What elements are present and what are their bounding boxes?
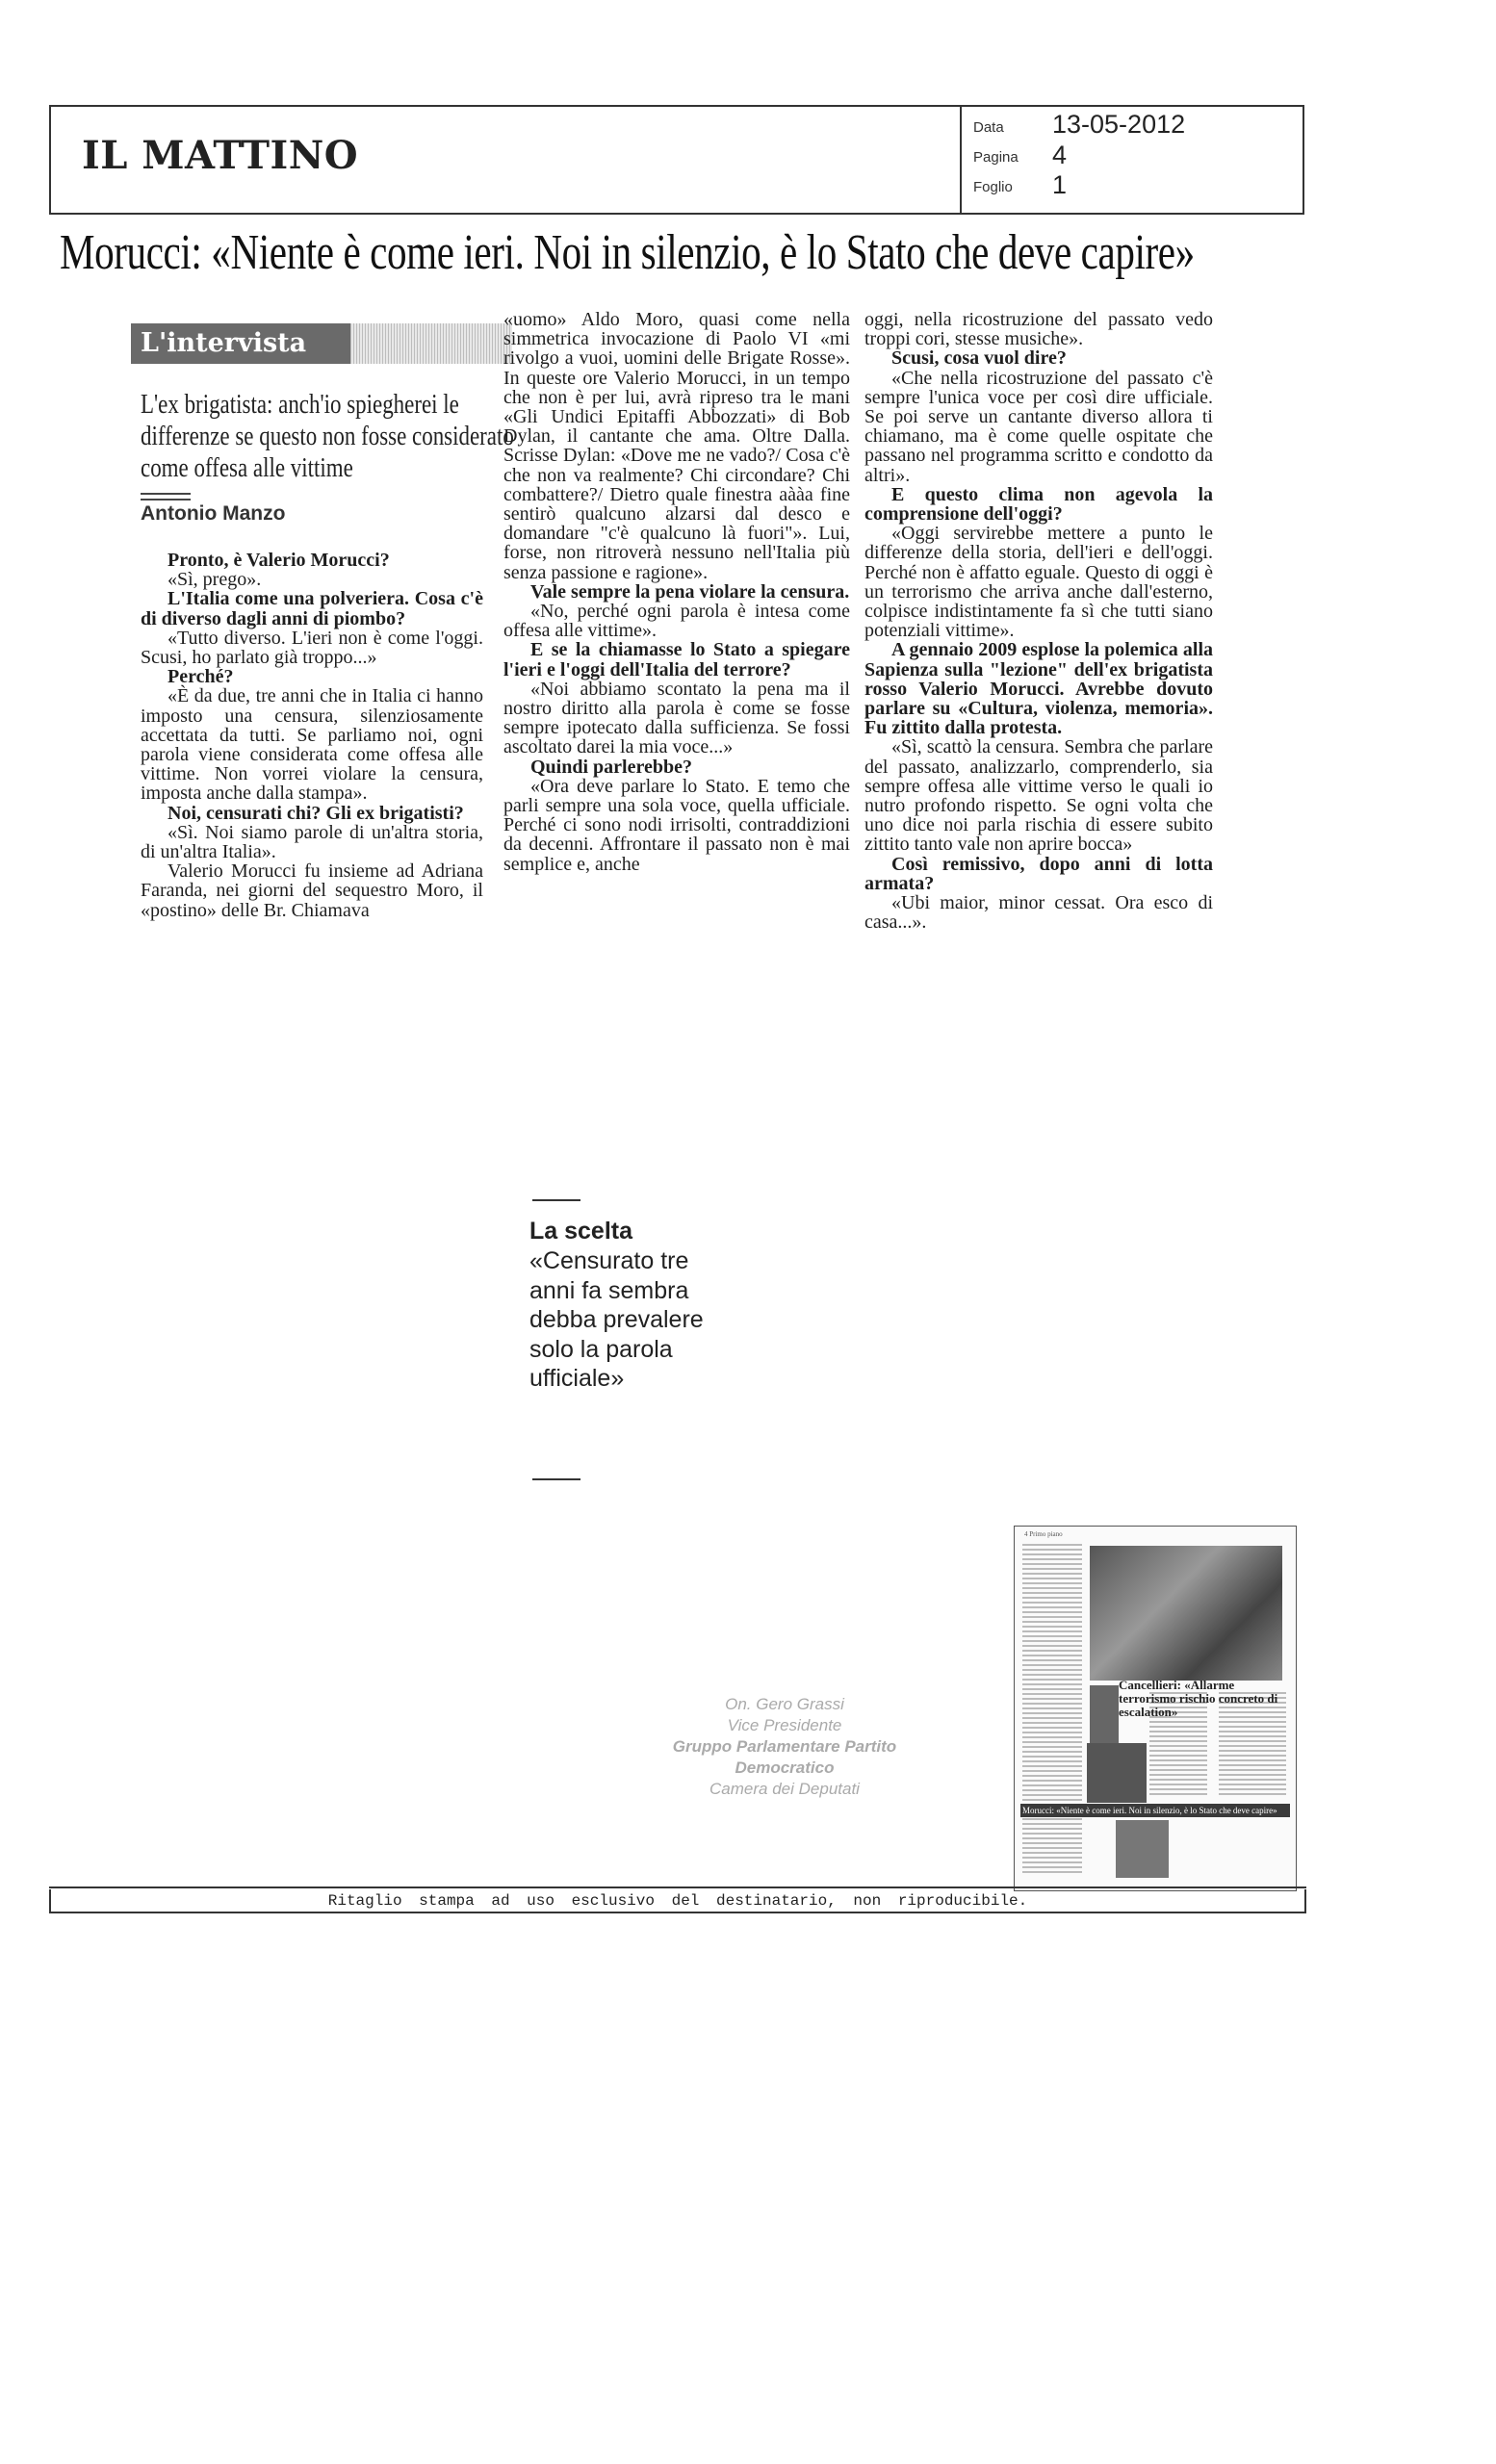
date-label: Data [973,119,1004,136]
interview-answer: «Oggi servirebbe mettere a punto le differenze della storia, dell'ieri e dell'oggi. Perché non è affatto eguale. Questo di oggi è un terrorismo che arriva anche dall'esterno, colpisce indistintamente fa sì che tutti siano potenziali vittime». [864,523,1213,642]
pull-quote-text: «Censurato tre anni fa sembra debba prevalere solo la parola ufficiale» [529,1247,704,1392]
stamp-name: On. Gero Grassi [725,1695,844,1713]
interview-question: Noi, censurati chi? Gli ex brigatisti? [168,802,464,824]
masthead-divider [960,105,962,215]
interview-answer: «Ubi maior, minor cessat. Ora esco di casa...». [864,892,1213,934]
thumbnail-photo [1090,1685,1119,1743]
article-subhead: L'ex brigatista: anch'io spiegherei le differenze se questo non fosse considerato come offesa alle vittime [141,390,514,483]
thumbnail-top-text: 4 Primo piano [1024,1530,1063,1538]
newspaper-logo: IL MATTINO [82,133,359,178]
interview-question: Scusi, cosa vuol dire? [891,347,1067,370]
interview-question: Vale sempre la pena violare la censura. [530,580,850,603]
interview-answer: «Sì. Noi siamo parole di un'altra storia, di un'altra Italia». [141,821,483,863]
thumbnail-photo [1090,1546,1282,1681]
date-value: 13-05-2012 [1052,110,1186,139]
pull-quote-label: La scelta [529,1218,633,1245]
interview-question: Pronto, è Valerio Morucci? [168,550,390,571]
interview-answer: «È da due, tre anni che in Italia ci hanno imposto una censura, silenziosamente accettata da tutti. Se parliamo noi, ogni parola viene considerata come offesa alle vittime. Non vorrei violare la censura, imposta anche dalla stampa». [141,685,483,805]
article-author: Antonio Manzo [141,502,286,525]
interview-question: L'Italia come una polveriera. Cosa c'è di diverso dagli anni di piombo? [141,588,483,629]
page-value: 4 [1052,141,1068,169]
interview-answer: «Che nella ricostruzione del passato c'è sempre l'unica voce per così dire ufficiale. Se poi serve un cantante diverso allora ti chiamano, ma è come quelle ospitate che passano nel programma scritto e condotto da altri». [864,367,1213,486]
thumbnail-photo [1116,1820,1169,1878]
interview-question: Perché? [168,666,234,688]
sheet-label: Foglio [973,179,1013,195]
pull-quote-rule [532,1478,580,1480]
footer-rule [49,1886,1306,1888]
interview-answer: «uomo» Aldo Moro, quasi come nella simmetrica invocazione di Paolo VI «mi rivolgo a vuoi, uomini delle Brigate Rosse». In queste ore Valerio Morucci, in un tempo che non è per lui, avrà ripreso tra le mani «Gli Undici Epitaffi Abbozzati» di Bob Dylan, il cantante che ama. Oltre Dalla. Scrisse Dylan: «Dove me ne vado?/ Cosa c'è che non va realmente? Chi circondare? Chi combattere?/ Dietro quale finestra aààa fine sentirò qualcuno alzarsi dal desco e domandare "c'è qualcuno là fuori"». Lui, forse, non ritroverà nessuno nell'Italia più senza passione e ragione». [503,309,850,583]
interview-question: E se la chiamasse lo Stato a spiegare l'ieri e l'oggi dell'Italia del terrore? [503,639,850,680]
subhead-rule [141,499,191,500]
interview-answer: «Tutto diverso. L'ieri non è come l'oggi. Scusi, ho parlato già troppo...» [141,627,483,669]
sheet-value: 1 [1052,170,1068,199]
subhead-rule [141,493,191,495]
footer-disclaimer: Ritaglio stampa ad uso esclusivo del destinatario, non riproducibile. [327,1892,1028,1910]
deputy-stamp [626,1694,943,1800]
interview-answer: «Ora deve parlare lo Stato. E temo che parli sempre una sola voce, quella ufficiale. Perché ci sono nodi irrisolti, contraddizioni da decenni. Affrontare il passato non è mai semplice e, anche [503,775,850,875]
page-thumbnail [1014,1526,1297,1891]
article-column-1 [141,551,483,920]
interview-question: E questo clima non agevola la comprensione dell'oggi? [864,483,1213,526]
interview-answer: oggi, nella ricostruzione del passato vedo troppi cori, stesse musiche». [864,309,1213,350]
interview-answer: «Noi abbiamo scontato la pena ma il nostro diritto alla parola è come se fosse sempre ipotecato dalla sufficienza. Se fossi ascoltato darei la mia voce...» [503,678,850,758]
thumbnail-strip-text: Morucci: «Niente è come ieri. Noi in silenzio, è lo Stato che deve capire» [1022,1806,1277,1815]
interview-question: Quindi parlerebbe? [530,756,692,778]
article-column-3 [864,310,1213,933]
kicker-pattern [350,323,512,364]
thumbnail-photo [1087,1743,1147,1803]
section-kicker: L'intervista [131,323,350,364]
pull-quote-rule [532,1199,580,1201]
interview-answer: Valerio Morucci fu insieme ad Adriana Faranda, nei giorni del sequestro Moro, il «postino» delle Br. Chiamava [141,860,483,921]
interview-question: A gennaio 2009 esplose la polemica alla Sapienza sulla "lezione" dell'ex brigatista rosso Valerio Morucci. Avrebbe dovuto parlare su «Cultura, violenza, memoria». Fu zittito dalla protesta. [864,639,1213,739]
interview-answer: «Sì, prego». [168,569,262,591]
article-headline: Morucci: «Niente è come ieri. Noi in silenzio, è lo Stato che deve capire» [60,225,1195,280]
interview-answer: «No, perché ogni parola è intesa come offesa alle vittime». [503,601,850,642]
interview-question: Così remissivo, dopo anni di lotta armata? [864,853,1213,894]
stamp-chamber: Camera dei Deputati [709,1780,860,1798]
stamp-group: Gruppo Parlamentare Partito Democratico [672,1737,897,1777]
interview-answer: «Sì, scattò la censura. Sembra che parlare del passato, analizzarlo, comprenderlo, sia sempre offesa alle vittime verso le quali io nutro profondo rispetto. Se ogni volta che uno dice noi parla rischia di essere subito zittito tanto vale non aprire bocca» [864,736,1213,856]
article-column-2 [503,310,850,874]
stamp-role: Vice Presidente [727,1716,842,1734]
thumbnail-headline: Cancellieri: «Allarme terrorismo rischio concreto di escalation» [1119,1678,1278,1719]
page-label: Pagina [973,149,1019,166]
